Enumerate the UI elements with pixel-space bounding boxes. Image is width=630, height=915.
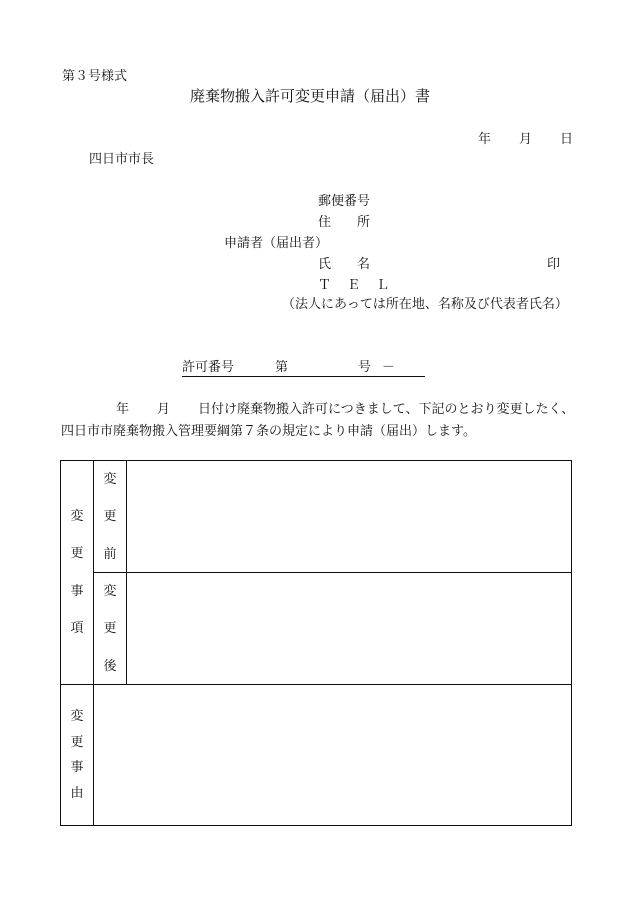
postal-code-label: 郵便番号 (318, 194, 371, 209)
permit-number-suffix: 号 (358, 360, 372, 375)
form-number: 第３号様式 (62, 69, 128, 84)
reason-header (61, 685, 94, 826)
change-items-header (61, 461, 94, 685)
date-year: 年 (478, 132, 492, 147)
reason-char: 事 (70, 760, 84, 776)
body-line1: 日付け廃棄物搬入許可につきまして、下記のとおり変更したく、 (198, 402, 575, 417)
after-header (94, 573, 127, 685)
after-char: 更 (103, 621, 117, 636)
change-items-char: 項 (70, 621, 84, 637)
after-char: 後 (103, 658, 117, 674)
reason-content-cell[interactable] (94, 685, 572, 826)
body-line2: 四日市市廃棄物搬入管理要綱第７条の規定により申請（届出）します。 (61, 424, 476, 439)
before-content-cell[interactable] (127, 461, 572, 573)
reason-char: 由 (70, 785, 84, 801)
before-char: 更 (103, 509, 117, 524)
name-label: 氏 名 (318, 257, 371, 272)
document-title: 廃棄物搬入許可変更申請（届出）書 (190, 87, 431, 105)
date-day: 日 (560, 132, 574, 147)
change-items-char: 更 (70, 546, 84, 562)
before-char: 変 (103, 471, 117, 487)
permit-number-prefix: 第 (275, 360, 289, 375)
permit-number-dash: － (382, 360, 396, 375)
address-label: 住 所 (318, 215, 371, 230)
after-char: 変 (103, 583, 117, 599)
after-content-cell[interactable] (127, 573, 572, 685)
body-month: 月 (157, 402, 171, 417)
applicant-label: 申請者（届出者） (224, 236, 329, 251)
before-header (94, 461, 127, 573)
addressee: 四日市市長 (89, 152, 155, 167)
body-year: 年 (116, 402, 130, 417)
reason-char: 更 (70, 734, 84, 750)
tel-label: Ｔ Ｅ Ｌ (318, 278, 396, 293)
change-items-char: 変 (70, 508, 84, 524)
permit-number-label: 許可番号 (182, 360, 235, 375)
seal-mark: 印 (547, 257, 561, 272)
change-items-char: 事 (70, 583, 84, 599)
corporate-note: （法人にあっては所在地、名称及び代表者氏名） (282, 297, 568, 312)
permit-number-line (182, 361, 425, 377)
before-char: 前 (103, 546, 117, 562)
reason-char: 変 (70, 709, 84, 724)
date-month: 月 (519, 132, 533, 147)
change-table (60, 460, 572, 826)
